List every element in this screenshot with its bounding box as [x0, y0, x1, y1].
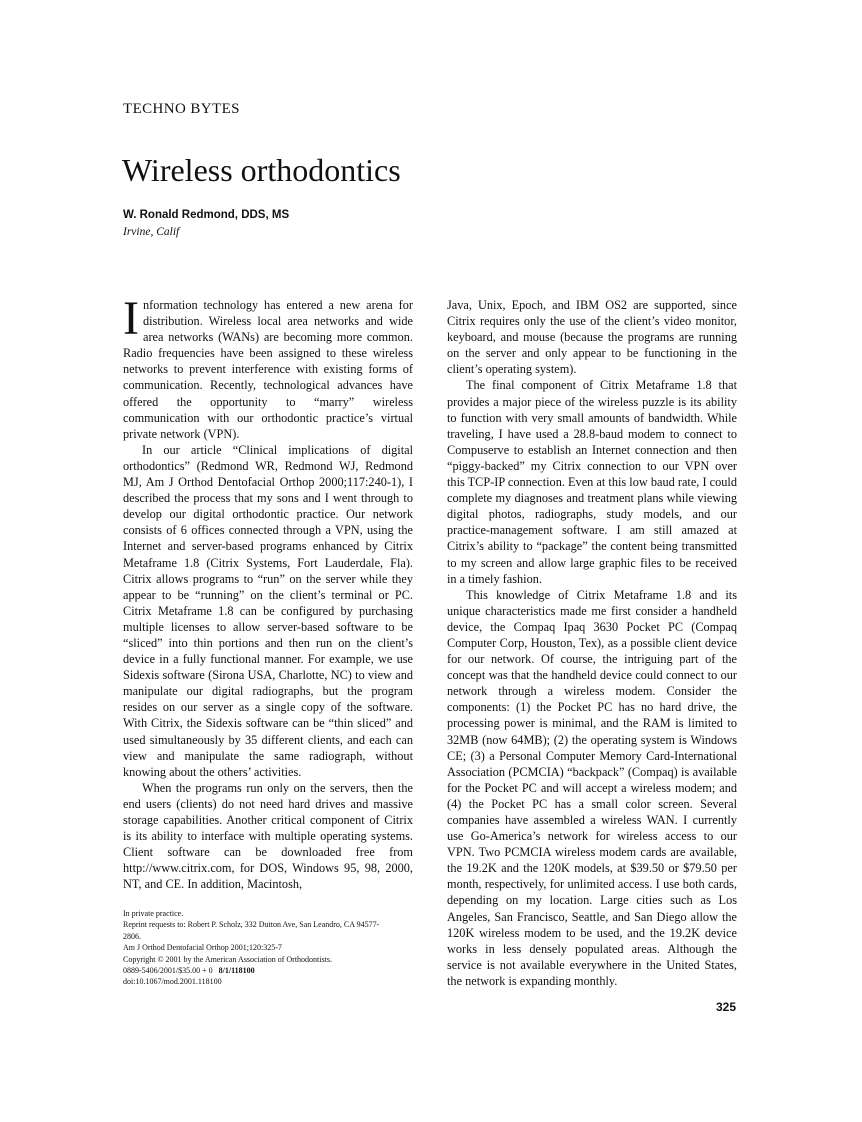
article-title: Wireless orthodontics [122, 152, 401, 188]
footnote-issn-code: 8/1/118100 [218, 966, 255, 976]
footnote-citation: Am J Orthod Dentofacial Orthop 2001;120:325-7 [123, 943, 282, 953]
paragraph: This knowledge of Citrix Metaframe 1.8 and its unique characteristics made me first consider a handheld device, the Compaq Ipaq 3630 Pocket PC (Compaq Computer Corp, Houston, Tex), as a possible client device for our network. Of course, the intriguing part of the concept was that the handheld device could connect to our network through a wireless modem. Consider the components: (1) the Pocket PC has no hard drive, the processing power is minimal, and the RAM is limited to 32MB (now 64MB); (2) the operating system is Windows CE; (3) a Personal Computer Memory Card-International Association (PCMCIA) “backpack” (Compaq) is available for the Pocket PC and will accept a wireless modem; and (4) the Pocket PC has a small color screen. Several companies have assembled a wireless WAN. I currently use Go-America’s network for wireless access to our VPN. Two PCMCIA wireless modem cards are available, the 19.2K and the 120K models, at $39.50 or $79.50 per month, respectively, for unlimited access. I use both cards, depending on my location. Large cities such as Los Angeles, San Francisco, Seattle, and San Diego allow the 120K wireless modem to be used, and the 19.2K device works in less densely populated areas. Although the service is not available everywhere in the United States, the network is expanding monthly. [447, 587, 737, 988]
paragraph: In our article “Clinical implications of digital orthodontics” (Redmond WR, Redmond WJ, Redmond MJ, Am J Orthod Dentofacial Orthop 2000;117:240-1), I described the process that my sons and I went through to develop our digital orthodontic practice. Our network consists of 6 offices connected through a VPN, using the Internet and server-based programs enhanced by Citrix Metaframe 1.8 (Citrix Systems, Fort Lauderdale, Fla). Citrix allows programs to “run” on the server while they appear to be “running” on the client’s terminal or PC. Citrix Metaframe 1.8 can be configured by purchasing multiple licenses to allow server-based software to be “sliced” into thin portions and then run on the client’s device in a fully functional manner. For example, we use Sidexis software (Sirona USA, Charlotte, NC) to view and manipulate our digital radiographs, but the program resides on our server as a single copy of the software. With Citrix, the Sidexis software can be “thin sliced” and used simultaneously by 35 different clients, and each can view and manipulate the same radiograph, without knowing about the others’ activities. [123, 442, 413, 779]
footnote-copyright: Copyright © 2001 by the American Association of Orthodontists. [123, 954, 332, 964]
author-name: W. Ronald Redmond, DDS, MS [123, 209, 290, 221]
right-column [447, 297, 737, 989]
footnote-issn-prefix: 0889-5406/2001/$35.00 + 0 [123, 966, 213, 976]
footnote-reprint: Reprint requests to: Robert P. Scholz, 332 Dutton Ave, San Leandro, CA 94577- [123, 920, 380, 930]
footnotes [123, 908, 413, 988]
paragraph: When the programs run only on the servers, then the end users (clients) do not need hard drives and massive storage capabilities. Another critical component of Citrix is its ability to interface with multiple operating systems. Client software can be downloaded free from http://www.citrix.com, for DOS, Windows 95, 98, 2000, NT, and CE. In addition, Macintosh, [123, 780, 413, 892]
left-column [123, 292, 413, 892]
paragraph: The final component of Citrix Metaframe 1.8 that provides a major piece of the wireless puzzle is its ability to function with very small amounts of bandwidth. While traveling, I have used a 28.8-baud modem to connect to Compuserve to establish an Internet connection and then “piggy-backed” my Citrix connection to our VPN over this TCP-IP connection. Even at this low baud rate, I could complete my diagnoses and treatment plans while viewing digital photos, radiographs, study models, and our practice-management software. I am still amazed at Citrix’s ability to “package” the content being transmitted to my screen and allow large graphic files to be received in a timely fashion. [447, 378, 737, 586]
page-number: 325 [716, 1000, 737, 1014]
paragraph-continued: Java, Unix, Epoch, and IBM OS2 are supported, since Citrix requires only the use of the client’s video monitor, keyboard, and mouse (because the programs are running on the server and only appear to be functioning in the client’s operating system). [447, 298, 737, 377]
footnote-doi: doi:10.1067/mod.2001.118100 [123, 977, 222, 987]
footnote-issn [123, 965, 413, 976]
drop-cap: I [123, 292, 139, 345]
paragraph-intro-text: nformation technology has entered a new arena for distribution. Wireless local area networks and wide area networks (WANs) are becoming more common. Radio frequencies have been assigned to these wireless networks to prevent interference with existing forms of communication. Recently, technological advances have offered the opportunity to “marry” wireless communication with our orthodontic practice’s virtual private network (VPN). [123, 298, 413, 441]
paragraph-intro [123, 292, 413, 442]
section-label: TECHNO BYTES [123, 101, 240, 117]
author-affiliation: Irvine, Calif [123, 226, 180, 238]
footnote-reprint-cont: 2806. [123, 931, 141, 941]
footnote-affiliation: In private practice. [123, 909, 184, 918]
